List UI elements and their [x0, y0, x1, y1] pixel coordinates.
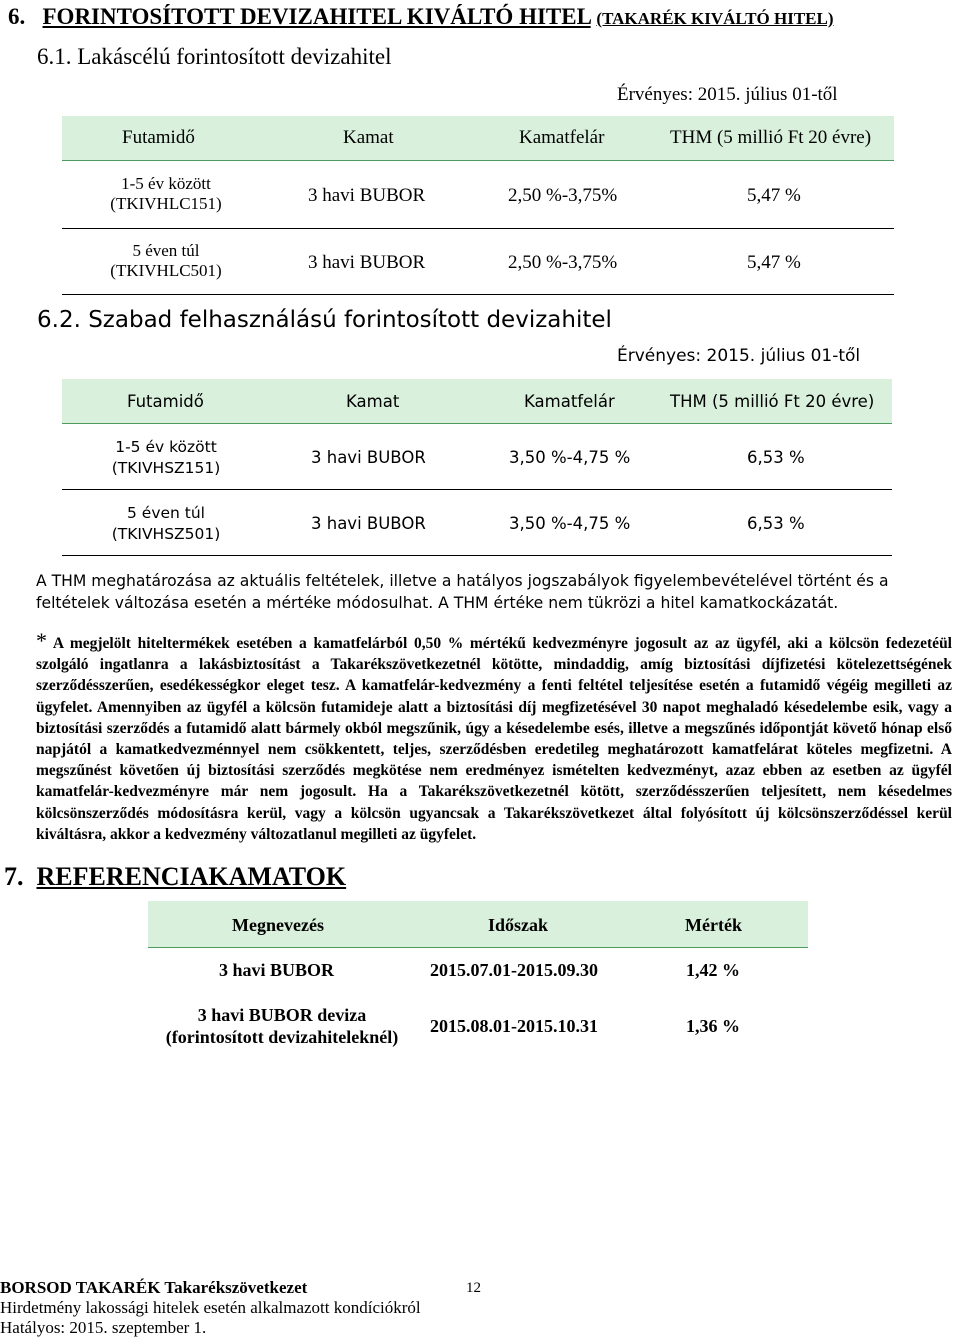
row-divider: [62, 294, 894, 295]
row-divider: [62, 228, 894, 229]
table-header: [62, 116, 894, 161]
margin-value: 2,50 %-3,75%: [508, 252, 618, 273]
thm-value: 6,53 %: [747, 448, 805, 467]
reference-value: 1,42 %: [686, 960, 740, 980]
margin-value: 3,50 %-4,75 %: [509, 448, 631, 467]
col-header-name: Megnevezés: [232, 915, 324, 935]
col-header-period: Időszak: [488, 915, 549, 935]
table-row-term: [66, 241, 266, 281]
reference-name: 3 havi BUBOR: [219, 960, 335, 980]
table-row-term: [66, 503, 266, 545]
discount-footnote: [36, 630, 952, 845]
section-title: FORINTOSÍTOTT DEVIZAHITEL KIVÁLTÓ HITEL: [42, 4, 591, 29]
margin-value: 3,50 %-4,75 %: [509, 514, 631, 533]
term-code: (TKIVHSZ501): [111, 525, 221, 543]
thm-note: A THM meghatározása az aktuális feltételek, illetve a hatályos jogszabályok figyelembevételével történt és a feltételek változása esetén a mértéke módosulhat. A THM értéke nem tükrözi a hitel kamatkockázatát.: [36, 572, 889, 612]
section-subtitle: (TAKARÉK KIVÁLTÓ HITEL): [596, 9, 834, 28]
margin-value: 2,50 %-3,75%: [508, 185, 618, 206]
term-label: 1-5 év között: [121, 174, 211, 193]
validity-date: Érvényes: 2015. július 01-től: [617, 84, 838, 105]
col-header-term: Futamidő: [127, 391, 204, 411]
reference-table-header: [148, 901, 808, 948]
section-number: 7.: [4, 862, 24, 891]
footer-effective-date: Hatályos: 2015. szeptember 1.: [0, 1318, 207, 1337]
page-number: 12: [466, 1280, 481, 1296]
row-divider: [62, 555, 892, 556]
term-label: 5 éven túl: [127, 504, 205, 522]
footnote-marker: *: [36, 628, 47, 653]
subsection-title: 6.1. Lakáscélú forintosított devizahitel: [37, 44, 392, 69]
subsection-title: 6.2. Szabad felhasználású forintosított devizahitel: [37, 307, 612, 333]
rate-value: 3 havi BUBOR: [311, 448, 426, 467]
term-label: 1-5 év között: [115, 438, 217, 456]
term-code: (TKIVHLC501): [110, 261, 222, 280]
row-divider: [62, 489, 892, 490]
rate-value: 3 havi BUBOR: [308, 252, 426, 273]
reference-name-line1: 3 havi BUBOR deviza: [197, 1005, 367, 1025]
section-title: REFERENCIAKAMATOK: [36, 862, 347, 891]
col-header-margin: Kamatfelár: [524, 391, 615, 411]
table-row-term: [66, 174, 266, 214]
reference-name-line2: (forintosított devizahiteleknél): [165, 1027, 399, 1047]
col-header-thm: THM (5 millió Ft 20 évre): [670, 391, 875, 411]
validity-date: Érvényes: 2015. július 01-től: [617, 346, 861, 366]
reference-name: [152, 1004, 412, 1048]
table-header: [62, 379, 892, 424]
col-header-rate: Kamat: [343, 127, 394, 148]
footer-doc-title: Hirdetmény lakossági hitelek esetén alkalmazott kondíciókról: [0, 1298, 421, 1317]
reference-period: 2015.08.01-2015.10.31: [430, 1016, 598, 1036]
rate-value: 3 havi BUBOR: [308, 185, 426, 206]
col-header-margin: Kamatfelár: [519, 127, 605, 148]
reference-value: 1,36 %: [686, 1016, 740, 1036]
thm-value: 5,47 %: [747, 185, 801, 206]
term-label: 5 éven túl: [132, 241, 200, 260]
col-header-rate: Kamat: [346, 391, 400, 411]
term-code: (TKIVHLC151): [110, 194, 222, 213]
section-heading-7: [4, 862, 346, 892]
section-heading: [8, 4, 834, 30]
term-code: (TKIVHSZ151): [111, 459, 221, 477]
col-header-term: Futamidő: [122, 127, 195, 148]
table-row-term: [66, 437, 266, 479]
section-number: 6.: [8, 4, 26, 29]
col-header-value: Mérték: [685, 915, 742, 935]
rate-value: 3 havi BUBOR: [311, 514, 426, 533]
reference-period: 2015.07.01-2015.09.30: [430, 960, 598, 980]
thm-value: 5,47 %: [747, 252, 801, 273]
footer-org: BORSOD TAKARÉK Takarékszövetkezet: [0, 1278, 308, 1297]
col-header-thm: THM (5 millió Ft 20 évre): [670, 127, 872, 148]
thm-value: 6,53 %: [747, 514, 805, 533]
footnote-text: A megjelölt hiteltermékek esetében a kamatfelárból 0,50 % mértékű kedvezményre jogosult az az ügyfél, aki a kölcsön fedezetéül szolgáló ingatlanra a lakásbiztosítást a Takarékszövetkezetnél kötötte, mindaddig, amíg biztosítási díjfizetési kötelezettségének szerződésszerűen, esedékességkor eleget tesz. A kamatfelár-kedvezmény a fenti feltétel teljesítése esetén a futamidő végéig megilleti az ügyfelet. Amennyiben az ügyfél a kölcsön futamideje alatt a biztosítási díj megfizetésével 30 napot meghaladó késedelembe esik, vagy a biztosítási szerződés a futamidő alatt bármely okból megszűnik, úgy a késedelembe esés, illetve a megszűnés időpontját követő hónap első napjától a kamatkedvezménnyel nem csökkentett, teljes, szerződésben eredetileg meghatározott kamatfelárat köteles megfizetni. A megszűnést követően új biztosítási szerződés megkötése nem eredményez ismételten kedvezményt, azaz ebben az esetben az ügyfél kamatfelár-kedvezményre már nem jogosult. Ha a Takarékszövetkezetnél kötött, szerződésszerűen teljesített, nem késedelmes kölcsönszerződés módosításra kerül, vagy a kölcsön ugyancsak a Takarékszövetkezet által folyósított új kölcsönszerződéssel kerül kiváltásra, akkor a kedvezmény változatlanul megilleti az ügyfelet.: [36, 635, 952, 843]
